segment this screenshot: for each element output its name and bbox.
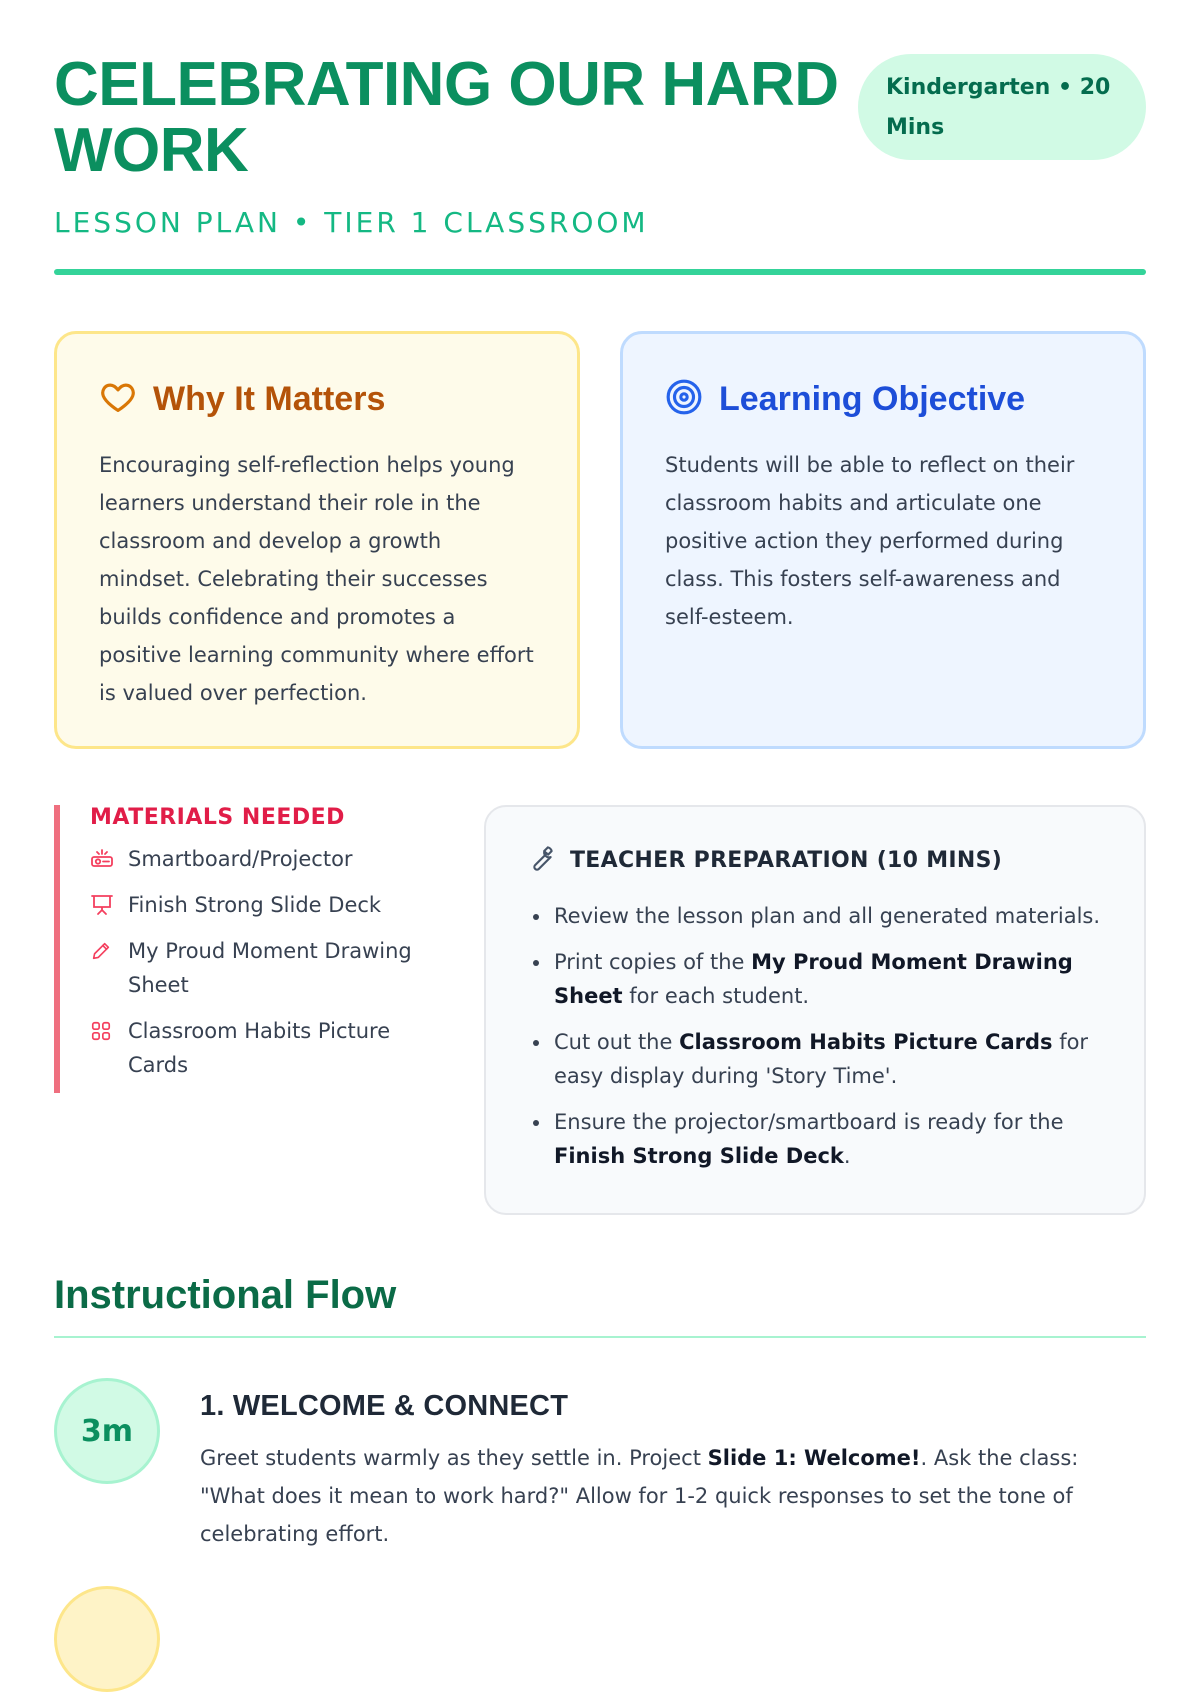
why-it-matters-card [54, 331, 580, 749]
materials-prep-row [54, 805, 1146, 1215]
why-it-matters-body: Encouraging self-reflection helps young learners understand their role in the classroom and develop a growth mindset. Celebrating their successes builds confidence and promotes a positive learning community where effort is valued over perfection. [99, 453, 534, 705]
presentation-icon [90, 888, 114, 922]
next-step-badge [54, 1586, 160, 1692]
flow-step [54, 1378, 1146, 1553]
grade-duration-badge: Kindergarten • 20 Mins [858, 54, 1146, 160]
overview-cards [54, 331, 1146, 749]
step-time-badge: 3m [54, 1378, 160, 1484]
instructional-flow-title: Instructional Flow [54, 1273, 397, 1317]
material-label: Finish Strong Slide Deck [128, 893, 382, 917]
teacher-preparation-title: TEACHER PREPARATION (10 MINS) [570, 847, 1003, 873]
learning-objective-body: Students will be able to reflect on their classroom habits and articulate one positive action they performed during class. This fosters self-awareness and self-esteem. [665, 453, 1075, 629]
materials-needed [54, 805, 440, 1093]
page-header [54, 0, 1146, 275]
list-item [90, 934, 440, 1002]
step-description: Greet students warmly as they settle in. Project Slide 1: Welcome!. Ask the class: "What does it mean to work hard?" Allow for 1-2 quick responses to set the tone of celebrating effort. [200, 1446, 1079, 1546]
grid-icon [90, 1014, 114, 1048]
material-label: Smartboard/Projector [128, 847, 353, 871]
materials-list [90, 842, 440, 1082]
list-item: • Cut out the Classroom Habits Picture Cards for easy display during 'Story Time'. [552, 1025, 1104, 1093]
projector-icon [90, 842, 114, 876]
wrench-icon [526, 843, 556, 877]
list-item [90, 1014, 440, 1082]
target-icon [665, 378, 703, 420]
learning-objective-card [620, 331, 1146, 749]
why-it-matters-title: Why It Matters [153, 379, 386, 418]
step-title: 1. WELCOME & CONNECT [200, 1390, 569, 1422]
heart-icon [99, 378, 137, 420]
list-item: • Ensure the projector/smartboard is ready for the Finish Strong Slide Deck. [552, 1105, 1104, 1173]
instructional-flow [54, 1273, 1146, 1553]
list-item [90, 888, 440, 922]
page-title: CELEBRATING OUR HARD WORK [54, 50, 839, 185]
materials-title: MATERIALS NEEDED [90, 805, 345, 830]
preparation-list [526, 899, 1104, 1173]
header-divider [54, 269, 1146, 275]
teacher-preparation-card [484, 805, 1146, 1215]
page-subtitle: LESSON PLAN • TIER 1 CLASSROOM [54, 206, 649, 239]
pencil-icon [90, 934, 114, 968]
material-label: My Proud Moment Drawing Sheet [128, 939, 412, 997]
material-label: Classroom Habits Picture Cards [128, 1019, 391, 1077]
learning-objective-title: Learning Objective [719, 379, 1026, 418]
flow-divider [54, 1336, 1146, 1338]
list-item [90, 842, 440, 876]
list-item: • Print copies of the My Proud Moment Drawing Sheet for each student. [552, 945, 1104, 1013]
step-content [200, 1378, 1146, 1553]
list-item: • Review the lesson plan and all generated materials. [552, 899, 1104, 933]
